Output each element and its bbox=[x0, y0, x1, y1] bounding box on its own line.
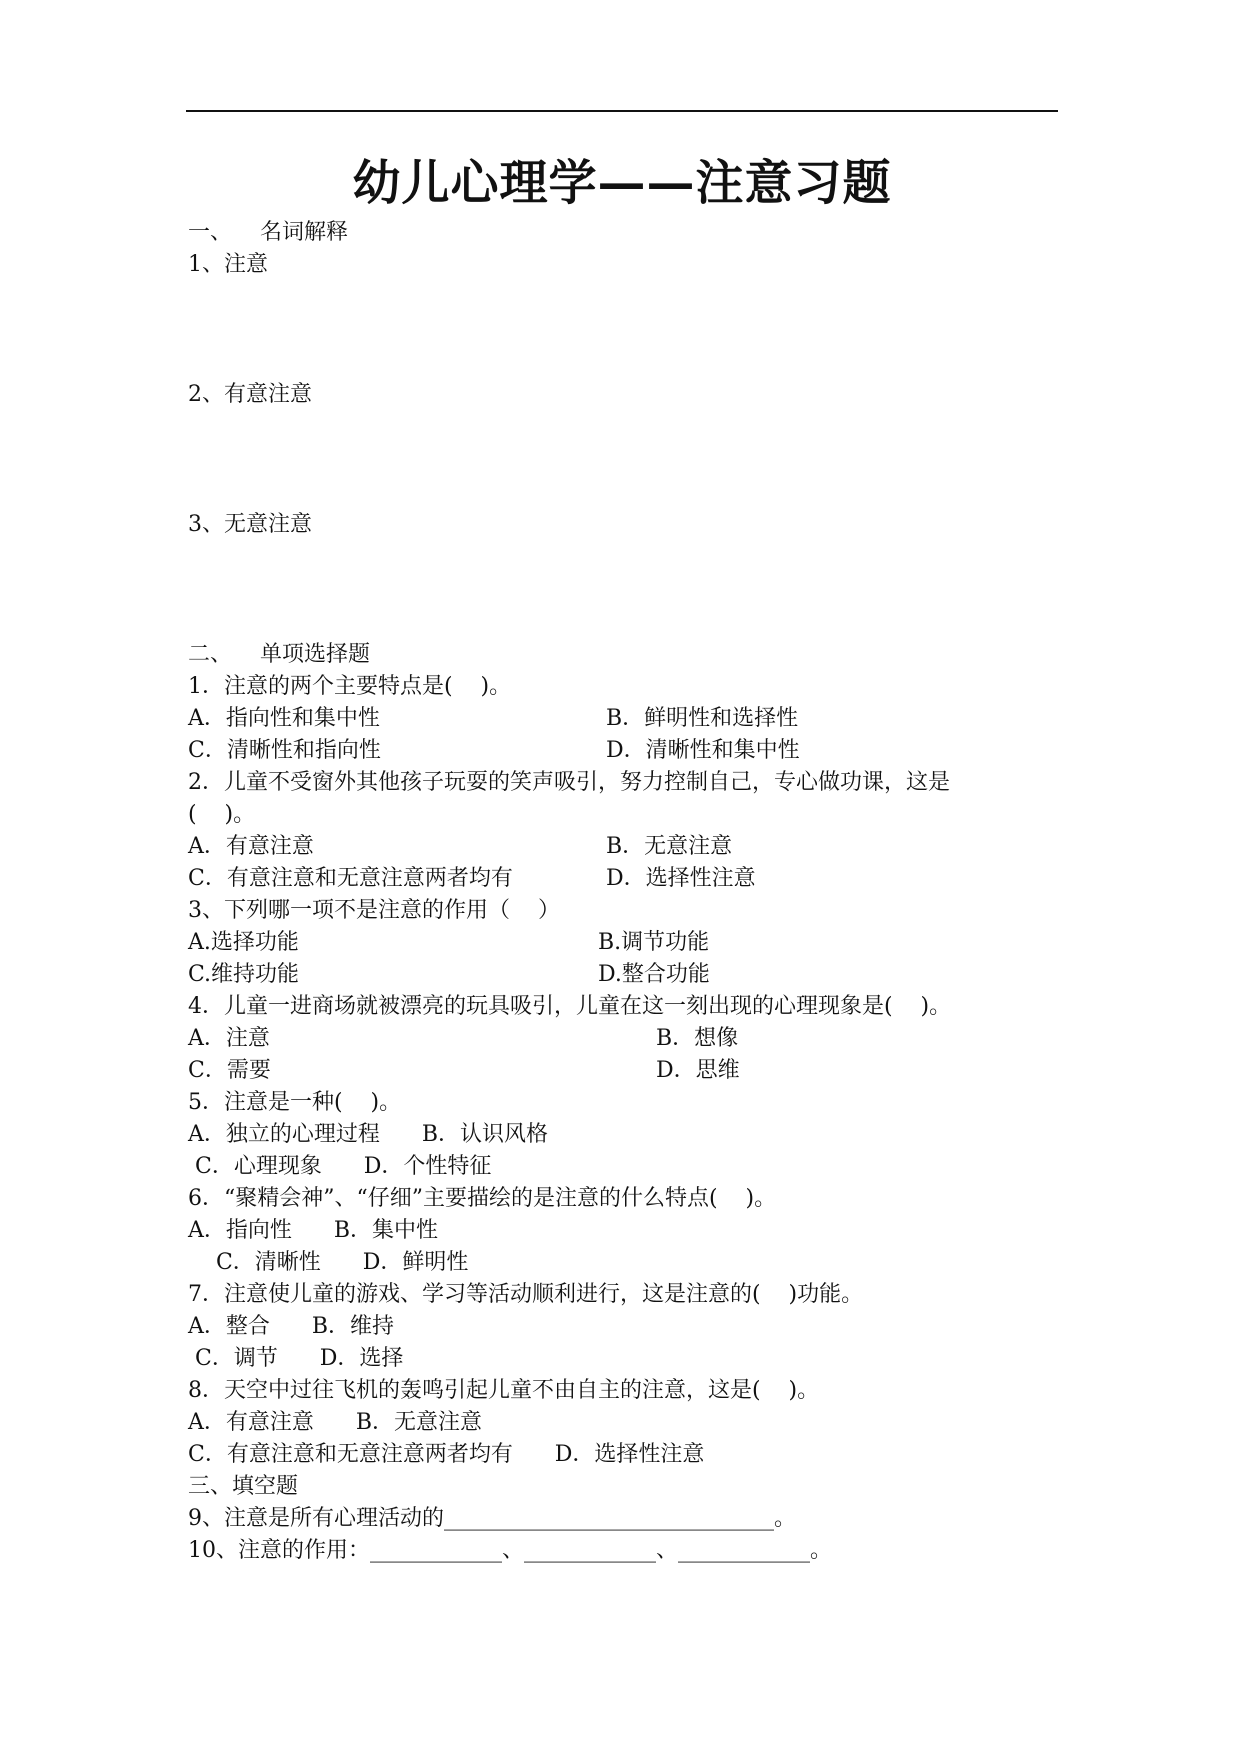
option: B．鲜明性和选择性 bbox=[606, 706, 799, 731]
question-stem: 3、下列哪一项不是注意的作用（ ） bbox=[188, 898, 560, 923]
option: D．清晰性和集中性 bbox=[606, 738, 800, 763]
section-1-heading: 一、 名词解释 bbox=[188, 220, 348, 245]
option: D．选择性注意 bbox=[606, 866, 756, 891]
option: B．想像 bbox=[656, 1026, 739, 1051]
option: A．指向性和集中性 bbox=[188, 706, 380, 731]
option-row: C．有意注意和无意注意两者均有 D．选择性注意 bbox=[188, 1442, 705, 1467]
option-row: A．独立的心理过程 B．认识风格 bbox=[188, 1122, 549, 1147]
question-stem: 7．注意使儿童的游戏、学习等活动顺利进行，这是注意的( )功能。 bbox=[188, 1282, 864, 1307]
term-item: 2、有意注意 bbox=[188, 382, 312, 407]
question-stem: 6．“聚精会神”、“仔细”主要描绘的是注意的什么特点( )。 bbox=[188, 1186, 777, 1211]
option: B.调节功能 bbox=[598, 930, 710, 955]
option: C．清晰性和指向性 bbox=[188, 738, 381, 763]
option: C.维持功能 bbox=[188, 962, 300, 987]
option-row: C．调节 D．选择 bbox=[188, 1346, 404, 1371]
option: B．无意注意 bbox=[606, 834, 733, 859]
question-stem: 4．儿童一进商场就被漂亮的玩具吸引，儿童在这一刻出现的心理现象是( )。 bbox=[188, 994, 952, 1019]
option: A．注意 bbox=[188, 1026, 270, 1051]
question-stem: 8．天空中过往飞机的轰鸣引起儿童不由自主的注意，这是( )。 bbox=[188, 1378, 820, 1403]
section-3-heading: 三、填空题 bbox=[188, 1474, 299, 1499]
page-title: 幼儿心理学——注意习题 bbox=[352, 155, 892, 211]
option: D．思维 bbox=[656, 1058, 740, 1083]
fill-blank-question: 10、注意的作用：____________、____________、____________。 bbox=[188, 1538, 832, 1563]
option-row: A．整合 B．维持 bbox=[188, 1314, 395, 1339]
section-2-heading: 二、 单项选择题 bbox=[188, 642, 370, 667]
option: C．需要 bbox=[188, 1058, 271, 1083]
option-row: C．清晰性 D．鲜明性 bbox=[188, 1250, 469, 1275]
term-item: 1、注意 bbox=[188, 252, 268, 277]
fill-blank-question: 9、注意是所有心理活动的______________________________。 bbox=[188, 1506, 796, 1531]
option: A.选择功能 bbox=[188, 930, 299, 955]
question-stem: ( )。 bbox=[188, 802, 256, 827]
option: C．有意注意和无意注意两者均有 bbox=[188, 866, 513, 891]
option: A．有意注意 bbox=[188, 834, 314, 859]
question-stem: 5．注意是一种( )。 bbox=[188, 1090, 402, 1115]
question-stem: 2．儿童不受窗外其他孩子玩耍的笑声吸引，努力控制自己，专心做功课，这是 bbox=[188, 770, 950, 795]
top-rule bbox=[186, 110, 1058, 112]
option-row: A．指向性 B．集中性 bbox=[188, 1218, 439, 1243]
option-row: C．心理现象 D．个性特征 bbox=[188, 1154, 492, 1179]
question-stem: 1．注意的两个主要特点是( )。 bbox=[188, 674, 512, 699]
option-row: A．有意注意 B．无意注意 bbox=[188, 1410, 483, 1435]
option: D.整合功能 bbox=[598, 962, 710, 987]
term-item: 3、无意注意 bbox=[188, 512, 312, 537]
